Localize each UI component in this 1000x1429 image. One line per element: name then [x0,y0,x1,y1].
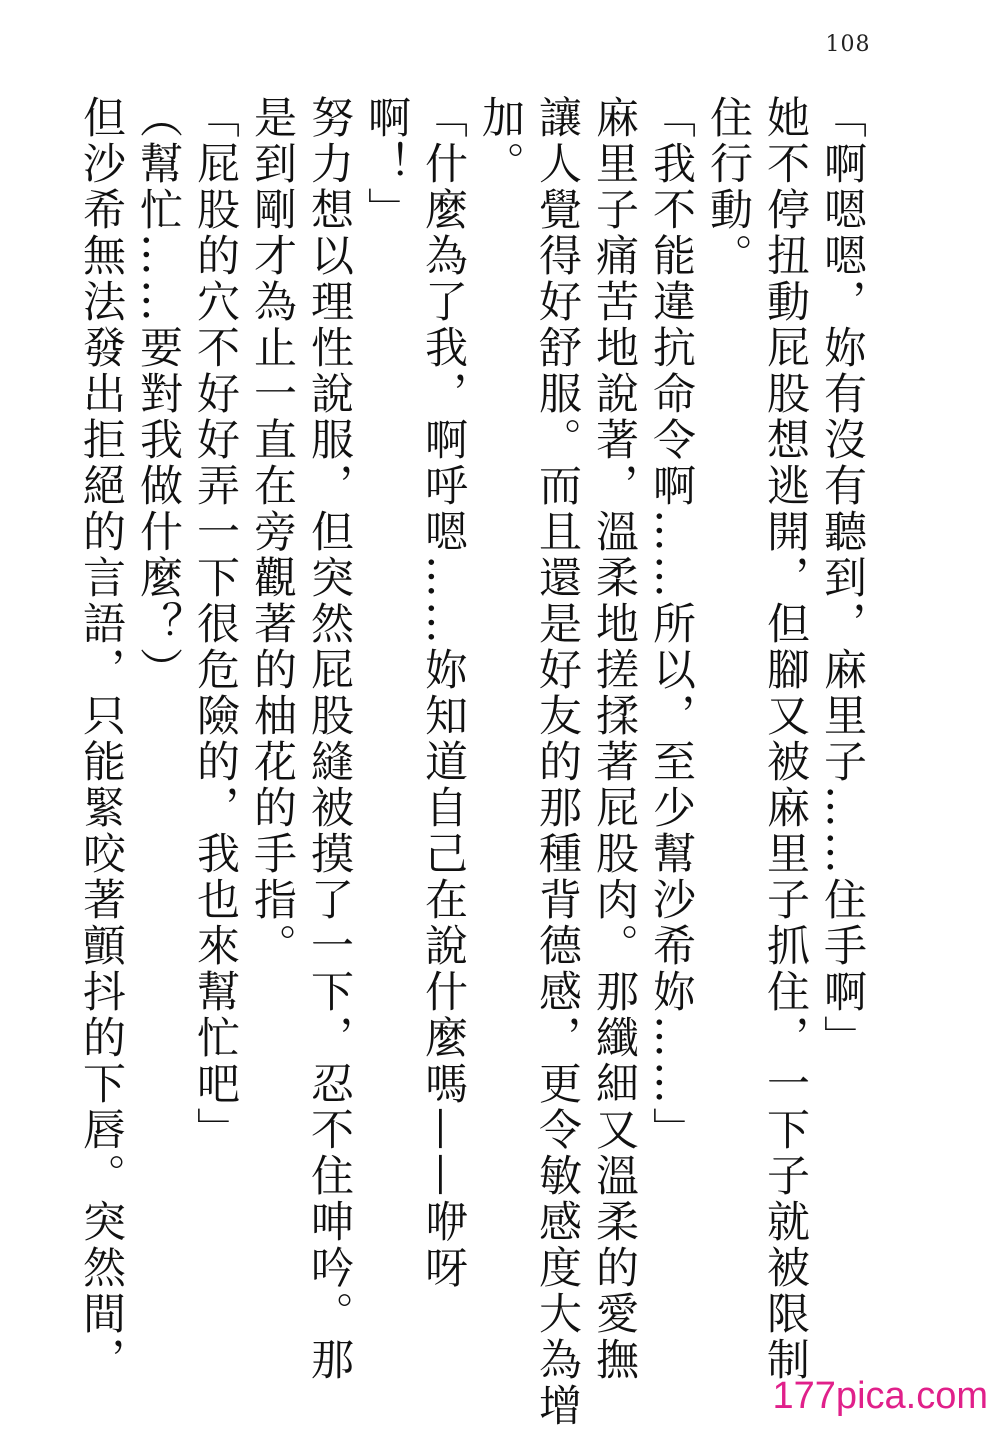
text-line: （幫忙……要對我做什麼？） [133,95,183,693]
text-line: 「我不能違抗命令啊……所以，至少幫沙希妳……」 [646,95,696,1153]
novel-text-block [72,95,870,1429]
text-line: 啊！」 [361,95,411,233]
text-line: 住行動。 [703,95,753,279]
site-watermark: 177pica.com [772,1375,988,1417]
text-line: 讓人覺得好舒服。而且還是好友的那種背德感，更令敏感度大為增 [532,95,582,1429]
text-line: 「什麼為了我，啊呼嗯……妳知道自己在說什麼嗎——咿呀 [418,95,468,1291]
text-line: 努力想以理性說服，但突然屁股縫被摸了一下，忍不住呻吟。那 [304,95,354,1383]
text-line: 是到剛才為止一直在旁觀著的柚花的手指。 [247,95,297,969]
text-line: 她不停扭動屁股想逃開，但腳又被麻里子抓住，一下子就被限制 [760,95,810,1383]
page-number: 108 [825,32,871,57]
text-line: 麻里子痛苦地說著，溫柔地搓揉著屁股肉。那纖細又溫柔的愛撫 [589,95,639,1383]
text-line: 但沙希無法發出拒絕的言語，只能緊咬著顫抖的下唇。突然間， [76,95,126,1383]
text-line: 「屁股的穴不好好弄一下很危險的，我也來幫忙吧」 [190,95,240,1153]
text-line: 加。 [475,95,525,187]
text-line: 「啊嗯嗯，妳有沒有聽到，麻里子……住手啊」 [817,95,867,1061]
